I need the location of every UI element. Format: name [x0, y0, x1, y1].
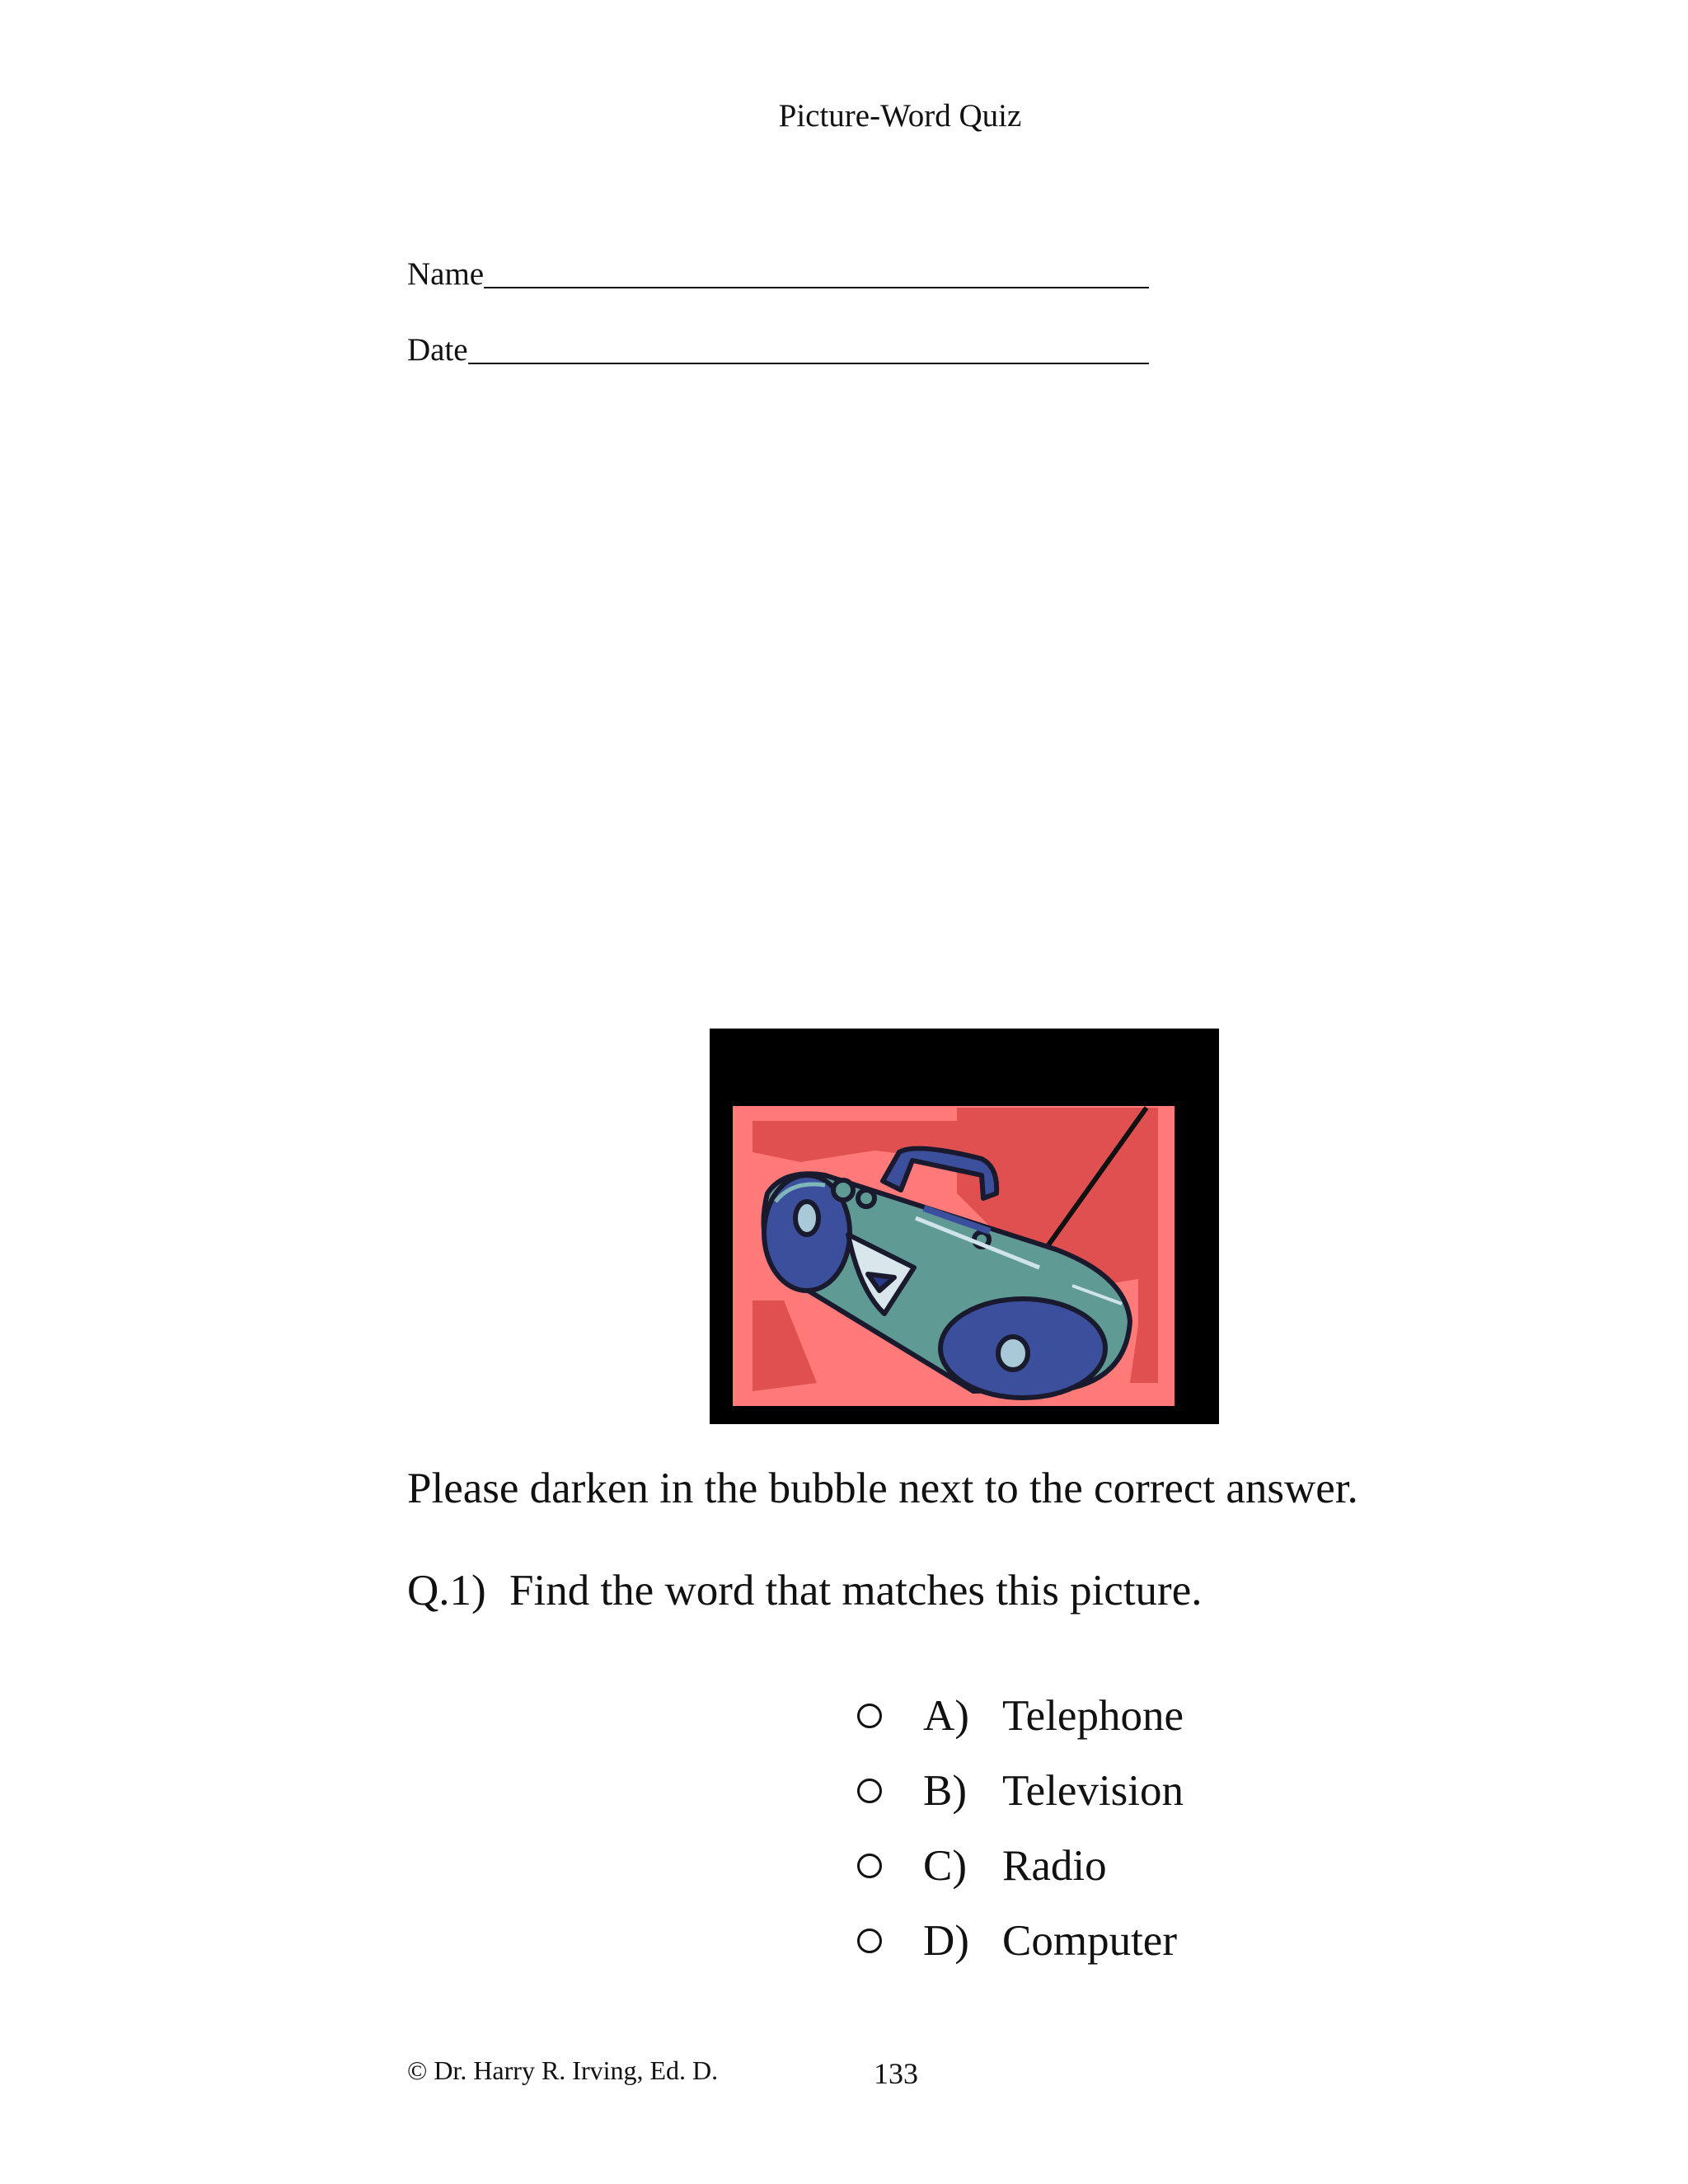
answer-bubble-c[interactable]	[857, 1854, 882, 1878]
date-field-row	[407, 326, 1149, 369]
option-letter: D)	[923, 1916, 969, 1965]
option-text: Radio	[1002, 1841, 1107, 1890]
option-d[interactable]	[857, 1903, 1434, 1978]
quiz-picture	[710, 1029, 1219, 1424]
name-field-row	[407, 251, 1149, 293]
date-field[interactable]	[468, 363, 1149, 364]
option-text: Television	[1002, 1766, 1184, 1815]
name-field[interactable]	[484, 287, 1149, 288]
boombox-radio-icon	[710, 1029, 1219, 1424]
option-c[interactable]	[857, 1828, 1434, 1903]
option-letter: B)	[923, 1766, 967, 1815]
copyright-notice: © Dr. Harry R. Irving, Ed. D.	[407, 2055, 719, 2085]
option-letter: A)	[923, 1691, 969, 1740]
answer-bubble-b[interactable]	[857, 1779, 882, 1803]
answer-bubble-d[interactable]	[857, 1929, 882, 1953]
answer-bubble-a[interactable]	[857, 1704, 882, 1728]
answer-options	[857, 1678, 1434, 1978]
option-text: Telephone	[1002, 1691, 1184, 1740]
date-label: Date	[407, 332, 468, 368]
instruction-text: Please darken in the bubble next to the correct answer.	[407, 1465, 1358, 1512]
option-text: Computer	[1002, 1916, 1177, 1965]
question	[407, 1563, 1202, 1619]
page-number: 133	[874, 2057, 918, 2090]
option-a[interactable]	[857, 1678, 1434, 1753]
question-number: Q.1)	[407, 1567, 486, 1615]
option-letter: C)	[923, 1841, 967, 1890]
name-label: Name	[407, 256, 485, 292]
page-title: Picture-Word Quiz	[778, 98, 1022, 134]
question-text: Find the word that matches this picture.	[509, 1567, 1203, 1615]
option-b[interactable]	[857, 1753, 1434, 1828]
